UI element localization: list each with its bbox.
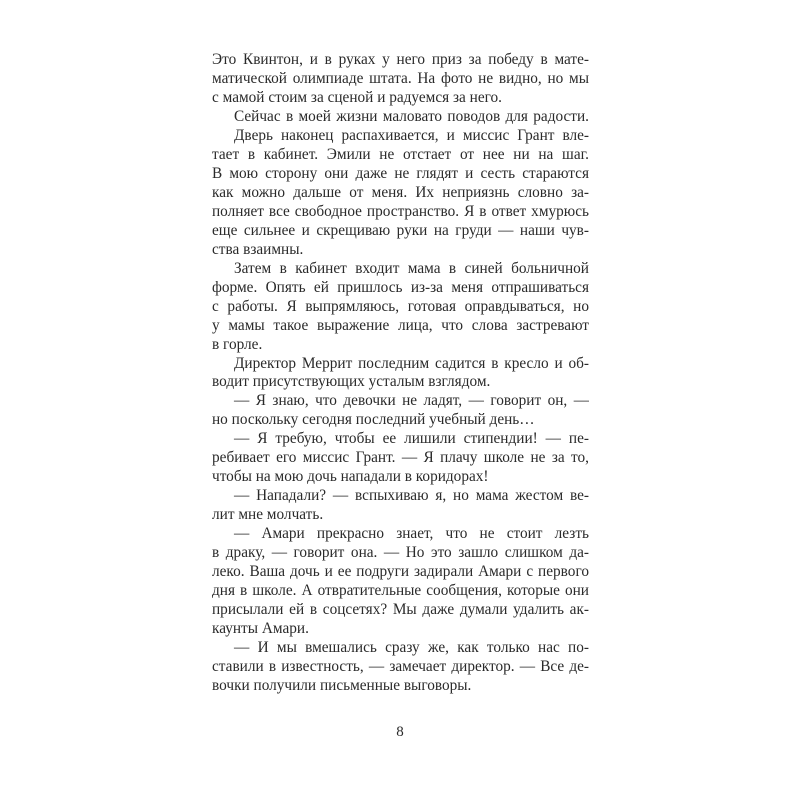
text-line: Это Квинтон, и в руках у него приз за победу в мате-	[212, 51, 589, 68]
text-line: Сейчас в моей жизни маловато поводов для радости.	[234, 107, 589, 125]
text-line: чтобы на мою дочь нападали в коридорах!	[212, 468, 489, 486]
body-text	[212, 51, 589, 696]
text-line: с мамой стоим за сценой и радуемся за него.	[212, 88, 502, 106]
text-line: тает в кабинет. Эмили не отстает от нее ни на шаг.	[212, 145, 589, 163]
page-number: 8	[396, 724, 404, 740]
text-line: леко. Ваша дочь и ее подруги задирали Амари с первого	[212, 563, 589, 581]
text-line: Директор Меррит последним садится в кресло и об-	[234, 354, 589, 372]
text-line: — Нападали? — вспыхиваю я, но мама жестом ве-	[234, 487, 589, 505]
text-line: дня в школе. А отвратительные сообщения, которые они	[212, 582, 589, 600]
text-line: вочки получили письменные выговоры.	[212, 676, 472, 694]
text-line: но поскольку сегодня последний учебный день…	[212, 411, 535, 429]
text-line: как можно дальше от меня. Их неприязнь словно за-	[212, 183, 589, 201]
text-line: — Я требую, чтобы ее лишили стипендии! — пе-	[234, 430, 589, 448]
text-line: форме. Опять ей пришлось из-за меня отпрашиваться	[212, 278, 589, 296]
text-line: в драку, — говорит она. — Но это зашло слишком да-	[212, 544, 589, 562]
text-line: с работы. Я выпрямляюсь, готовая оправдываться, но	[212, 297, 589, 315]
text-line: В мою сторону они даже не глядят и сесть стараются	[212, 164, 589, 182]
text-line: присылали ей в соцсетях? Мы даже думали удалить ак-	[212, 601, 589, 619]
text-line: ства взаимны.	[212, 240, 304, 258]
text-line: лит мне молчать.	[212, 506, 324, 524]
text-line: ставили в известность, — замечает директор. — Все де-	[212, 658, 589, 675]
text-line: в горле.	[212, 335, 263, 353]
text-line: ребивает его миссис Грант. — Я плачу школе не за то,	[212, 449, 589, 467]
text-line: каунты Амари.	[212, 620, 309, 638]
text-line: у мамы такое выражение лица, что слова застревают	[212, 316, 589, 334]
text-line: водит присутствующих усталым взглядом.	[212, 373, 491, 391]
text-line: — И мы вмешались сразу же, как только нас по-	[234, 639, 589, 657]
text-line: — Амари прекрасно знает, что не стоит лезть	[234, 525, 589, 543]
text-line: матической олимпиаде штата. На фото не видно, но мы	[212, 69, 589, 87]
text-line: — Я знаю, что девочки не ладят, — говорит он, —	[234, 392, 589, 410]
text-line: Затем в кабинет входит мама в синей больничной	[234, 259, 589, 277]
text-line: Дверь наконец распахивается, и миссис Грант вле-	[234, 126, 589, 144]
text-line: еще сильнее и скрещиваю руки на груди — наши чув-	[212, 221, 589, 239]
text-line: полняет все свободное пространство. Я в ответ хмурюсь	[212, 202, 589, 220]
